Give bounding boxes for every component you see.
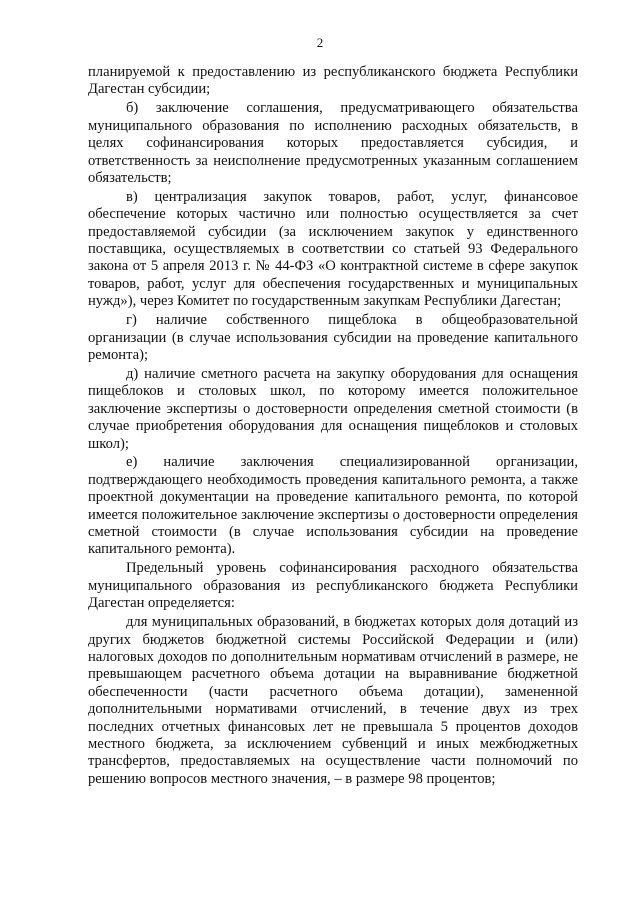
document-body	[88, 64, 578, 790]
paragraph-municipalities-98-percent: для муниципальных образований, в бюджетах которых доля дотаций из других бюджетов бюджетной системы Российской Федерации и (или) налоговых доходов по дополнительным нормативам отчислений в размере, не превышающем расчетного объема дотации на выравнивание бюджетной обеспеченности (части расчетного объема дотации), замененной дополнительными нормативами отчислений, в течение двух из трех последних отчетных финансовых лет не превышала 5 процентов доходов местного бюджета, за исключением субвенций и иных межбюджетных трансфертов, предоставляемых на осуществление части полномочий по решению вопросов местного значения, – в размере 98 процентов;	[88, 614, 578, 787]
paragraph-item-g: г) наличие собственного пищеблока в общеобразовательной организации (в случае использования субсидии на проведение капитального ремонта);	[88, 312, 578, 363]
page-number: 2	[316, 35, 324, 50]
paragraph-item-b: б) заключение соглашения, предусматривающего обязательства муниципального образования по исполнению расходных обязательств, в целях софинансирования которых предоставляется субсидия, и ответственность за неисполнение предусмотренных указанным соглашением обязательств;	[88, 100, 578, 186]
paragraph-item-e: е) наличие заключения специализированной организации, подтверждающего необходимость проведения капитального ремонта, а также проектной документации на проведение капитального ремонта, по которой имеется положительное заключение экспертизы о достоверности определения сметной стоимости (в случае использования субсидии на проведение капитального ремонта).	[88, 454, 578, 558]
paragraph-intro-continuation: планируемой к предоставлению из республиканского бюджета Республики Дагестан субсидии;	[88, 64, 578, 98]
paragraph-item-d: д) наличие сметного расчета на закупку оборудования для оснащения пищеблоков и столовых школ, по которому имеется положительное заключение экспертизы о достоверности определения сметной стоимости (в случае приобретения оборудования для оснащения пищеблоков и столовых школ);	[88, 365, 578, 452]
paragraph-cofinancing-level: Предельный уровень софинансирования расходного обязательства муниципального образования из республиканского бюджета Республики Дагестан определяется:	[88, 560, 578, 612]
paragraph-item-v: в) централизация закупок товаров, работ, услуг, финансовое обеспечение которых частично или полностью осуществляется за счет предоставляемой субсидии (за исключением закупок у единственного поставщика, осуществляемых в соответствии со статьей 93 Федерального закона от 5 апреля 2013 г. № 44-ФЗ «О контрактной системе в сфере закупок товаров, работ, услуг для обеспечения государственных и муниципальных нужд»), через Комитет по государственным закупкам Республики Дагестан;	[88, 188, 578, 310]
